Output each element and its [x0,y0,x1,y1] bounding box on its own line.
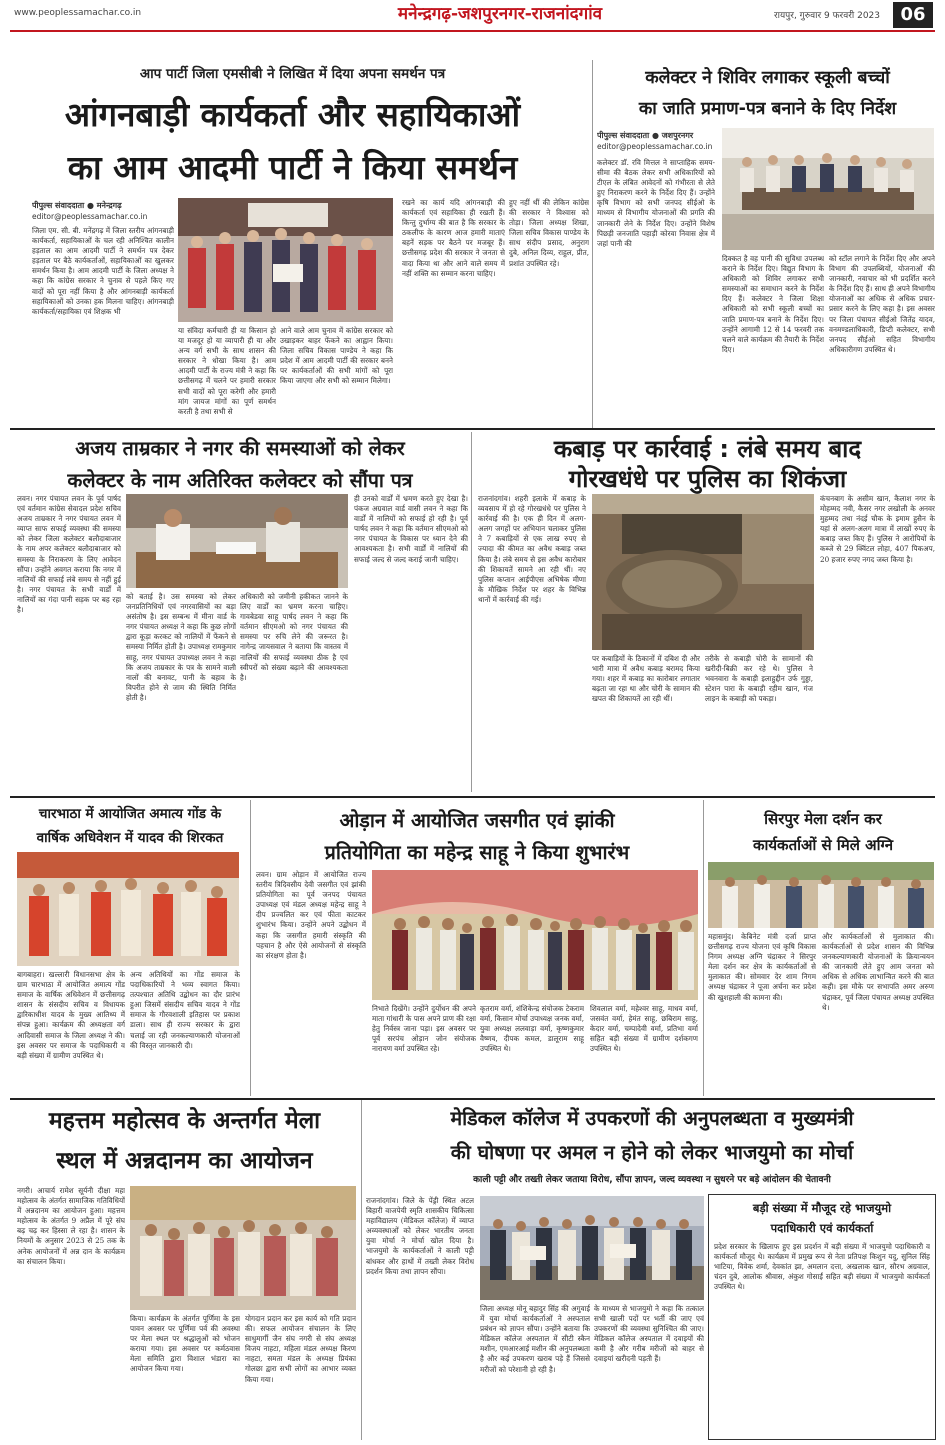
s5-col1: बागबाहरा। खल्लारी विधानसभा क्षेत्र के ग्राम चारभाठा में आयोजित अमात्य गोंड समाज के वार्षिक अधिवेशन में छत्तीसगढ़ शासन के संसदीय सचिव व विधायक द्वारिकाधीश यादव के मुख्य आतिथ्य में संपन्न हुआ। कार्यक्रम की अध्यक्षता वर्ग आदिवासी समाज के जिला अध्यक्ष ने की। इस अवसर पर समाज के पदाधिकारी व बड़ी संख्या में ग्रामीण उपस्थित थे। [17,970,125,1060]
s4-photo [592,494,814,650]
s1-col1: जिला एम. सी. बी. मनेंद्रगढ़ में जिला स्तरीय आंगनबाड़ी कार्यकर्ता, सहायिकाओं के चल रही अनिश्चित कालीन हड़ताल का आम आदमी पार्टी ने समर्थन पत्र देकर हड़ताल पर बैठे कार्यकर्ताओं, सहायिकाओं का खुलकर समर्थन किया है। आम आदमी पार्टी के जिला अध्यक्ष ने कहा कि कांग्रेस सरकार ने चुनाव से पहले किए गए वादों को पूरा नहीं किया है और आंगनबाड़ी कार्यकर्ता सहायिकाओं को उनका हक मिलना चाहिए। आंगनबाड़ी कार्यकर्ता/सहायिका एवं शिक्षक भी [32,226,174,316]
s6-headline-line2: प्रतियोगिता का महेन्द्र साहू ने किया शुभारंभ [324,841,630,864]
site-url[interactable]: www.peoplessamachar.co.in [14,8,142,18]
s8-photo [130,1186,356,1310]
issue-date: रायपुर, गुरुवार 9 फरवरी 2023 [773,11,880,21]
s9-photo [480,1196,704,1300]
s9-col3: के माध्यम से भाजयुमो ने कहा कि तत्काल सभी खाली पदों पर भर्ती की जाए एवं उपकरणों की व्यवस्था सुनिश्चित की जाए। मेडिकल कॉलेज अस्पताल में दवाइयों की कमी है और गरीब मरीजों को बाहर से दवाइयां खरीदनी पड़ती हैं। [594,1304,704,1364]
s10-body: प्रदेश सरकार के खिलाफ हुए इस प्रदर्शन में बड़ी संख्या में भाजयुमो पदाधिकारी व कार्यकर्ता मौजूद थे। कार्यक्रम में प्रमुख रूप से नेता प्रतिपक्ष किशुन यदु, सुनिल सिंह भाटिया, विवेक शर्मा, देवकांत झा, अमलान दत्ता, अखलाक खान, सौरभ अग्रवाल, चंदन दुबे, आलोक श्रीवास, अंकुश गोसाईं सहित बड़ी संख्या में भाजयुमो कार्यकर्ता उपस्थित थे। [714,1242,930,1292]
s2-headline-line1: कलेक्टर ने शिविर लगाकर स्कूली बच्चों [645,68,890,88]
divider-v5 [361,1100,362,1440]
s6-caption2: कृतराम वर्मा, शंशिकेन्द्र संयोजक टेकराम वर्मा, किसान मोर्चा उपाध्यक्ष जनक वर्मा, युवा अध्यक्ष ललवाड़ा वर्मा, कृष्णकुमार वैष्णव, दीपक कमल, डालूराम साहू उपस्थित थे। [480,1004,584,1054]
s8-col3: योगदान प्रदान कर इस कार्य को गति प्रदान की। सफल आयोजन संचालन के लिए साधुमार्गी जैन संघ नगरी से संघ अध्यक्ष विजय नाहटा, महिला मंडल अध्यक्ष किरण नाहटा, समता मंडल के अध्यक्ष प्रियंका गोलछा द्वारा सभी लोगों का आभार व्यक्त किया गया। [245,1314,356,1384]
s4-col2: पर कबाड़ियों के ठिकानों में दबिश दी और भारी मात्रा में अवैध कबाड़ बरामद किया गया। शहर में कबाड़ का कारोबार लगातार बढ़ता जा रहा था और चोरी के सामान की खपत की शिकायतें आ रही थीं। [592,654,700,704]
s6-caption1: निभाते दिखेंगे। उन्होंने दुर्योधन की अपने माता गांधारी के पास अपने प्राण की रक्षा हेतु निर्वस्त्र जाना पड़ा। इस अवसर पर पूर्व सरपंच ओड़ान जोन संयोजक नारायण वर्मा उपस्थित रहे। [372,1004,476,1054]
s5-photo [17,852,239,966]
s8-headline-line1: महत्तम महोत्सव के अन्तर्गत मेला [48,1108,321,1134]
page-number: 06 [893,2,933,28]
s9-col2: जिला अध्यक्ष मोनू बहादुर सिंह की अगुवाई में युवा मोर्चा कार्यकर्ताओं ने अस्पताल प्रबंधन को ज्ञापन सौंपा। उन्होंने बताया कि मेडिकल कॉलेज अस्पताल में सीटी स्कैन मशीन, एमआरआई मशीन की अनुपलब्धता है और कई उपकरण खराब पड़े हैं जिससे मरीजों को परेशानी हो रही है। [480,1304,590,1374]
divider-h1 [10,428,935,430]
s10-headline-line2: पदाधिकारी एवं कार्यकर्ता [770,1221,874,1235]
s4-headline-line2: गोरखधंधे पर पुलिस का शिकंजा [568,465,847,493]
s5-headline-line2: वार्षिक अधिवेशन में यादव की शिरकत [36,830,224,846]
s6-caption3: शिवलाल वर्मा, महेश्वर साहू, माधव वर्मा, जसवंत वर्मा, हेमंत साहू, छबिराम साहू, केदार वर्मा, चम्पादेवी वर्मा, प्रतिभा वर्मा सहित बड़ी संख्या में ग्रामीण दर्शकगण उपस्थित थे। [590,1004,698,1054]
s8-col1: नगरी। आचार्य रामेश सूर्यनी दीक्षा महा महोत्सव के अंतर्गत सामाजिक गतिविधियों में अन्नदानम का आयोजन हुआ। महत्तम महोत्सव के अंतर्गत 9 अप्रैल में पूरे संघ बढ़ चढ़ कर हिस्सा ले रहा है। शासन के नियमों के अनुसार 2023 से 25 तक के अनेक आयोजनों में अन्न दान के कार्यक्रम का संचालन किया। [17,1186,125,1266]
s2-headline-line2: का जाति प्रमाण-पत्र बनाने के दिए निर्देश [638,99,897,119]
s2-byline: पीपुल्स संवाददाता ● जशपुरनगर [597,131,694,140]
s10-headline-line1: बड़ी संख्या में मौजूद रहे भाजयुमो [752,1201,892,1215]
s9-kicker: काली पट्टी और तख्ती लेकर जताया विरोध, सौंपा ज्ञापन, जल्द व्यवस्था न सुधरने पर बड़े आंदोलन की चेतावनी [473,1175,831,1185]
s5-col2: अन्य अतिथियों का गोंड समाज के पदाधिकारियों ने भव्य स्वागत किया। तत्पश्चात अतिथि उद्बोधन का दौर प्रारंभ हुआ जिसमें संसदीय सचिव यादव ने गोंड समाज के गौरवशाली इतिहास पर प्रकाश डाला। साथ ही राज्य सरकार के द्वारा चलाई जा रही जनकल्याणकारी योजनाओं की विस्तृत जानकारी दी। [130,970,240,1050]
s1-kicker: आप पार्टी जिला एमसीबी ने लिखित में दिया अपना समर्थन पत्र [139,66,446,82]
s1-col3: आने वाले आम चुनाव में कांग्रेस सरकार को उखाड़कर बाहर फेंकने का आह्वान किया। जिला सचिव विकास पाण्डेय ने कहा कि प्रदेश में आम आदमी पार्टी की सरकार बनने पर कार्यकर्ताओं की सभी मांगों को पूरा किया जाएगा और सभी को सम्मान मिलेगा। [280,326,393,386]
s3-col1: लवन। नगर पंचायत लवन के पूर्व पार्षद एवं वर्तमान कांग्रेस सेवादल प्रदेश सचिव अजय ताम्रकार ने नगर पंचायत लवन में व्याप्त साफ सफाई व्यवस्था की समस्या को लेकर जिला कलेक्टर बलौदाबाजार के नाम अपर कलेक्टर बलौदाबाजार को समस्या के निराकरण के लिए आवेदन सौंपा। उन्होंने अवगत कराया कि नगर में नालियों की सफाई लंबे समय से नहीं हुई है। नगर पंचायत के सभी वार्डों में नालियों का गंदा पानी सड़क पर बह रहा है। [17,494,121,615]
s1-byline: पीपुल्स संवाददाता ● मनेन्द्रगढ़ [32,201,122,210]
s7-headline-line1: सिरपुर मेला दर्शन कर [764,810,882,828]
s4-col1: राजनांदगांव। शहरी इलाके में कबाड़ के व्यवसाय में हो रहे गोरखधंधे पर पुलिस ने कार्रवाई की है। एक ही दिन में अलग-अलग जगहों पर अभियान चलाकर पुलिस ने 7 कबाड़ियों से एक लाख रुपए से ज्यादा की कीमत का अवैध कबाड़ जब्त किया है। लंबे समय से इस अवैध कारोबार की शिकायतें सामने आ रही थीं। नए पुलिस कप्तान आईपीएस अभिषेक मीणा के मौखिक निर्देश पर शहर के विभिन्न थानों में कार्रवाई की गई। [478,494,586,604]
s7-col1: महासमुंद। केबिनेट मंत्री दर्जा प्राप्त छत्तीसगढ़ राज्य योजना एवं कृषि विकास निगम अध्यक्ष अग्नि चंद्राकर ने सिरपुर मेला दर्शन कर क्षेत्र के कार्यकर्ताओं से मुलाकात की। सोमवार देर शाम निगम अध्यक्ष चंद्राकर ने पूजा अर्चना कर प्रदेश की खुशहाली की कामना की। [708,932,816,1002]
divider-h2 [10,796,935,798]
s7-headline-line2: कार्यकर्ताओं से मिले अग्नि [752,836,894,854]
divider-v3 [250,800,251,1096]
s3-col3: अधिकारी को जमीनी हकीकत जानने के लिए वार्डों का भ्रमण करना चाहिए। गावबेडवा साहू पार्षद लवन ने कहा कि वर्तमान सीएमओ को नगर पंचायत की समस्या पर रुचि लेने की जरूरत है। नागेन्द्र जायसवाल ने बताया कि वास्तव में नालियों की सफाई व्यवस्था ठीक है एवं स्वीपरों को संख्या बढ़ाने की आवश्यकता है। [240,592,348,682]
s2-photo [722,128,934,250]
divider-h3 [10,1098,935,1100]
s6-headline-line1: ओड़ान में आयोजित जसगीत एवं झांकी [339,809,615,832]
s3-headline-line2: कलेक्टर के नाम अतिरिक्त कलेक्टर को सौंपा पत्र [67,469,413,492]
s9-col1: राजनांदगांव। जिले के पेंड्री स्थित अटल बिहारी वाजपेयी स्मृति शासकीय चिकित्सा महाविद्यालय (मेडिकल कॉलेज) में व्याप्त अव्यवस्थाओं को लेकर भारतीय जनता युवा मोर्चा ने मोर्चा खोल दिया है। भाजयुमो के कार्यकर्ताओं ने काली पट्टी बांधकर और हाथों में तख्ती लेकर विरोध प्रदर्शन किया तथा ज्ञापन सौंपा। [366,1196,474,1276]
header-rule [10,30,935,32]
s5-headline-line1: चारभाठा में आयोजित अमात्य गोंड के [38,806,222,822]
s7-photo [708,862,934,928]
divider-v2 [471,432,472,792]
s8-headline-line2: स्थल में अन्नदानम का आयोजन [56,1148,313,1174]
s1-email: editor@peoplessamachar.co.in [32,212,148,221]
s4-col3: तरीके से कबाड़ी चोरी के सामानों की खरीदी-बिक्री कर रहे थे। पुलिस ने भवनवारा के कबाड़ी इलाहुद्दीन उर्फ गुड्डा, स्टेशन पारा के कबाड़ी रहीम खान, गंज लाइन के कबाड़ी को पकड़ा। [705,654,813,704]
s3-photo [126,494,348,588]
s2-col2: दिक्कत है वह पानी की सुविधा उपलब्ध कराने के निर्देश दिए। विद्युत विभाग के अधिकारी को शिविर लगाकर सभी समस्याओं का समाधान करने के निर्देश दिए हैं। कलेक्टर ने जिला शिक्षा अधिकारी को सभी स्कूली बच्चों का जाति प्रमाण-पत्र बनाने के निर्देश दिए। उन्होंने आगामी 12 से 14 फरवरी तक चलने वाले कार्यक्रम की तैयारी के निर्देश दिए। [722,254,824,354]
s9-headline-line2: की घोषणा पर अमल न होने को लेकर भाजयुमो का मोर्चा [450,1141,854,1164]
s1-headline-line1: आंगनबाड़ी कार्यकर्ता और सहायिकाओं [64,95,521,134]
s4-headline-line1: कबाड़ पर कार्रवाई : लंबे समय बाद [553,435,862,463]
s1-col5: हुए नहीं थीं की लेकिन कांग्रेस की सरकार ने विश्वास को तोड़ा। जिला अध्यक्ष शिखा, जिला सचिव विकास पाण्डेय के साथ संदीप प्रसाद, अनुराग दुबे, अनिल दिव्य, राहुल, प्रीत, प्रशांत उपस्थित रहे। [509,198,589,268]
s2-col1: कलेक्टर डॉ. रवि मित्तल ने साप्ताहिक समय-सीमा की बैठक लेकर सभी अधिकारियों को टीएल के लंबित आवेदनों को गंभीरता से लेते हुए निराकरण करने के निर्देश दिए हैं। उन्होंने कृषि विभाग को सभी जनपद सीईओ के माध्यम से विभागीय योजनाओं की प्रगति की जानकारी लेने के निर्देश दिए। उन्होंने विशेष पिछड़ी जनजाति पहाड़ी कोरवा निवास क्षेत्र में जहां पानी की [597,158,715,248]
s2-email: editor@peoplessamachar.co.in [597,142,713,151]
s1-headline-line2: का आम आदमी पार्टी ने किया समर्थन [67,148,518,187]
s8-col2: किया। कार्यक्रम के अंतर्गत पूर्णिमा के इस पावन अवसर पर पूर्णिमा पर्व की अवस्था पर मेला स्थल पर श्रद्धालुओं को भोजन कराया गया। इस अवसर पर कर्मठवास मेला समिति द्वारा विशाल भंडारा का आयोजन किया गया। [130,1314,240,1374]
s6-col1: लवन। ग्राम ओड़ान में आयोजित राज्य स्तरीय त्रिदिवसीय देवी जसगीत एवं झांकी प्रतियोगिता का पूर्व जनपद पंचायत उपाध्यक्ष एवं मंडल अध्यक्ष महेन्द्र साहू ने दीप प्रज्वलित कर एवं फीता काटकर शुभारंभ किया। उन्होंने अपने उद्बोधन में कहा कि जसगीत हमारी संस्कृति की पहचान है और ऐसे आयोजनों से संस्कृति का संरक्षण होता है। [256,870,366,960]
s1-col2: या संविदा कर्मचारी ही या किसान हो या मजदूर हो या व्यापारी ही या और अन्य वर्ग सभी के साथ शासन की सरकार ने धोखा किया है। आम आदमी पार्टी के राज्य मंत्री ने कहा कि छत्तीसगढ़ में चलने पर हमारी सरकार सभी वादों को पूरा करेगी और हमारी मांग जायज मांगों का पूर्ण समर्थन करती है तथा सभी से [178,326,276,416]
s1-photo [178,198,393,322]
s6-photo [372,870,698,1000]
s4-col4: कंचनबाग के असीम खान, कैलाश नगर के मोहम्मद नवी, कैसर नगर लखोली के अनवर मुहम्मद तथा नंदई चौक के इमाम हुसैन के यहां से अलग-अलग मात्रा में लाखों रुपए के कबाड़ जब्त किए हैं। पुलिस ने आरोपियों के कब्जे से 29 क्विंटल लोहा, 407 पिकअप, 20 हजार रुपए नगद जब्त किया है। [820,494,935,564]
edition-banner: मनेन्द्रगढ़-जशपुरनगर-राजनांदगांव [397,4,603,24]
divider-v1 [592,60,593,428]
s3-col4: ही उनको वार्डों में भ्रमण करते हुए देखा है। पंकज अग्रवाल वार्ड वासी लवन ने कहा कि वार्डों में नालियों को सफाई हो रही है। पूर्व पार्षद लवन ने कहा कि वर्तमान सीएमओ को नगर पंचायत के विकास पर ध्यान देने की आवश्यकता है। सभी वार्डों में नालियों की सफाई जल्द से जल्द कराई जानी चाहिए। [354,494,468,564]
s3-headline-line1: अजय ताम्रकार ने नगर की समस्याओं को लेकर [75,437,405,460]
divider-v4 [703,800,704,1096]
s2-col3: को स्टॉल लगाने के निर्देश दिए और अपने विभाग की उपलब्धियों, योजनाओं की जानकारी, नवाचार को भी प्रदर्शित करने के निर्देश दिए हैं। साथ ही अपने विभागीय योजनाओं का अधिक से अधिक प्रचार-प्रसार करने के लिए कहा है। इस अवसर पर जिला पंचायत सीईओ जितेंद्र यादव, वनमण्डलाधिकारी, डिप्टी कलेक्टर, सभी जनपद सीईओ सहित विभागीय अधिकारीगण उपस्थित थे। [829,254,935,354]
s1-col4: रखने का कार्य यदि आंगनबाड़ी की कार्यकर्ता एवं सहायिका ही रखती हैं। किन्तु दुर्भाग्य की बात है कि सरकार के ठकलीफ के कारण आज हमारी माताएं बहनें सड़क पर बैठने पर मजबूर हैं। छत्तीसगढ़ प्रदेश की सरकार ने जनता से वादा किया था और आने वाले समय में नहीं शक्ति का सम्मान करना चाहिए। [402,198,505,278]
s3-col2: को बताई है। उस समस्या को लेकर जनप्रतिनिधियों एवं नगरवासियों का बड़ा असंतोष है। इस सम्बन्ध में मीना वार्ड के नगर पंचायत अध्यक्ष ने कहा कि कुछ लोगों द्वारा कूड़ा करकट को नालियों में फेंकने से समस्या निर्मित होती है। उपाध्यक्ष रामकुमार साहू, नगर पंचायत उपाध्यक्ष लवन ने कहा कि अजय ताम्रकार के पत्र के सामने वाली नालों की बनावट, पानी के बहाव के विपरीत होने से जाम की स्थिति निर्मित होती है। [126,592,236,702]
s7-col2: और कार्यकर्ताओं से मुलाकात की। कार्यकर्ताओं से प्रदेश शासन की विभिन्न जनकल्याणकारी योजनाओं के क्रियान्वयन की जानकारी लेते हुए आम जनता को अधिक से अधिक लाभान्वित करने की बात कही। इस मौके पर सभापति अमर अरुण चंद्राकर, पूर्व जिला पंचायत अध्यक्ष उपस्थित थे। [822,932,934,1012]
s9-headline-line1: मेडिकल कॉलेज में उपकरणों की अनुपलब्धता व मुख्यमंत्री [450,1107,854,1130]
